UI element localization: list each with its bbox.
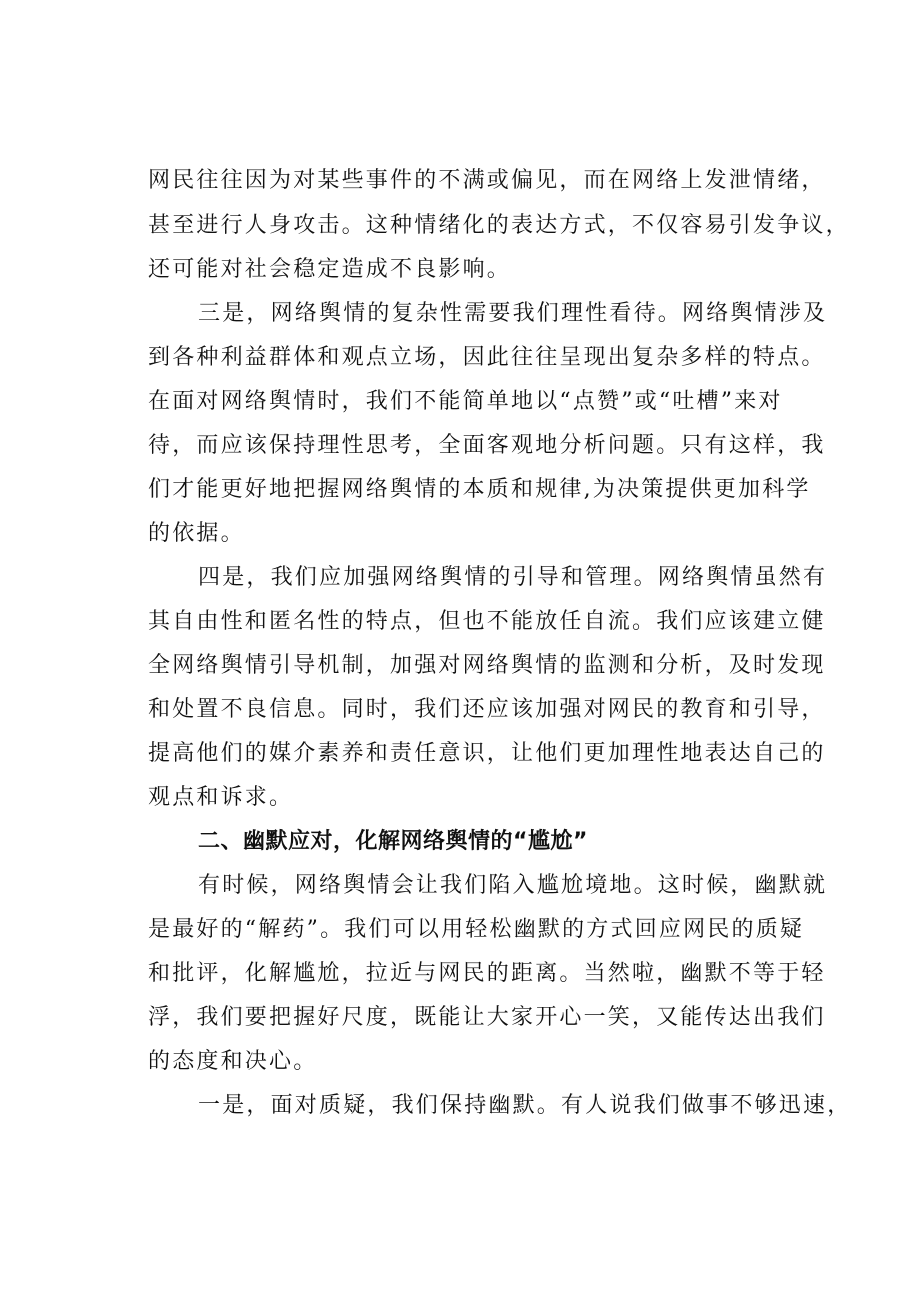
- body-text-line: 甚至进行人身攻击。这种情绪化的表达方式，不仅容易引发争议，: [148, 213, 850, 238]
- body-text-line: 待，而应该保持理性思考，全面客观地分析问题。只有这样，我: [148, 433, 826, 458]
- body-text-line: 还可能对社会稳定造成不良影响。: [148, 257, 512, 282]
- body-text-line: 全网络舆情引导机制，加强对网络舆情的监测和分析，及时发现: [148, 653, 826, 678]
- body-text-line: 其自由性和匿名性的特点，但也不能放任自流。我们应该建立健: [148, 609, 826, 634]
- paragraph-first-line: 三是，网络舆情的复杂性需要我们理性看待。网络舆情涉及: [198, 301, 828, 326]
- body-text-line: 到各种利益群体和观点立场，因此往往呈现出复杂多样的特点。: [148, 345, 826, 370]
- body-text-line: 是最好的“解药”。我们可以用轻松幽默的方式回应网民的质疑: [148, 917, 805, 942]
- body-text-line: 在面对网络舆情时，我们不能简单地以“点赞”或“吐槽”来对: [148, 389, 783, 414]
- body-text-line: 们才能更好地把握网络舆情的本质和规律,为决策提供更加科学: [148, 477, 811, 502]
- body-text-line: 的态度和决心。: [148, 1049, 318, 1074]
- body-text-line: 和处置不良信息。同时，我们还应该加强对网民的教育和引导，: [148, 697, 826, 722]
- paragraph-first-line: 四是，我们应加强网络舆情的引导和管理。网络舆情虽然有: [198, 565, 828, 590]
- section-heading: 二、幽默应对，化解网络舆情的“尴尬”: [198, 829, 588, 854]
- body-text-line: 浮，我们要把握好尺度，既能让大家开心一笑，又能传达出我们: [148, 1005, 826, 1030]
- body-text-line: 网民往往因为对某些事件的不满或偏见，而在网络上发泄情绪，: [148, 168, 826, 193]
- paragraph-first-line: 有时候，网络舆情会让我们陷入尴尬境地。这时候，幽默就: [198, 873, 828, 898]
- body-text-line: 观点和诉求。: [148, 785, 294, 810]
- body-text-line: 提高他们的媒介素养和责任意识，让他们更加理性地表达自己的: [148, 741, 826, 766]
- paragraph-first-line: 一是，面对质疑，我们保持幽默。有人说我们做事不够迅速，: [198, 1093, 852, 1118]
- body-text-line: 的依据。: [148, 521, 245, 546]
- body-text-line: 和批评，化解尴尬，拉近与网民的距离。当然啦，幽默不等于轻: [148, 961, 826, 986]
